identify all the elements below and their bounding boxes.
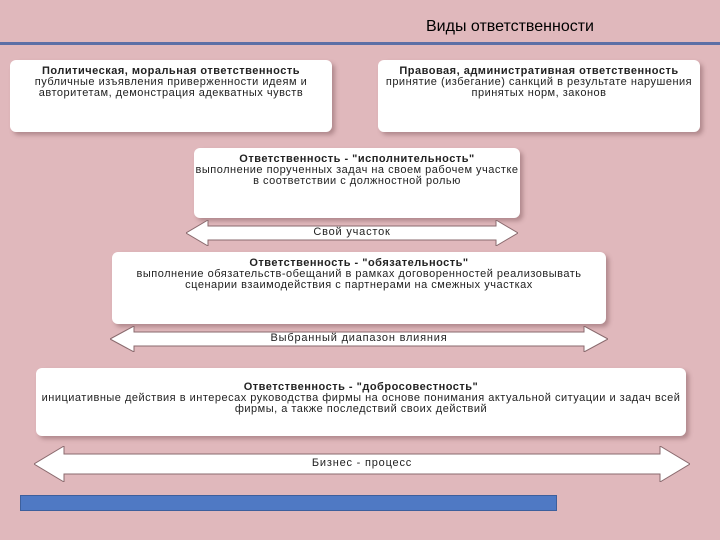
business-process-label: Бизнес - процесс	[311, 457, 413, 469]
conscientious-responsibility-box	[36, 368, 686, 436]
legal-text: принятие (избегание) санкций в результате нарушения принятых норм, законов	[385, 76, 693, 99]
own-area-arrow	[186, 220, 518, 246]
legal-responsibility-box	[378, 60, 700, 132]
legal-heading: Правовая, административная ответственность	[399, 65, 679, 77]
executive-text: выполнение порученных задач на своем рабочем участке в соответствии с должностной ролью	[195, 164, 519, 187]
bottom-accent-bar	[20, 495, 557, 511]
executive-responsibility-box	[194, 148, 520, 218]
own-area-label: Свой участок	[313, 226, 391, 238]
obligation-text: выполнение обязательств-обещаний в рамках договоренностей реализовывать сценарии взаимодействия с партнерами на смежных участках	[136, 268, 582, 291]
business-process-arrow	[34, 446, 690, 482]
influence-range-arrow	[110, 326, 608, 352]
obligation-heading: Ответственность - "обязательность"	[249, 257, 469, 269]
slide-title: Виды ответственности	[426, 18, 594, 35]
executive-heading: Ответственность - "исполнительность"	[239, 153, 475, 165]
political-responsibility-box	[10, 60, 332, 132]
conscientious-text: инициативные действия в интересах руководства фирмы на основе понимания актуальной ситуации и задач всей фирмы, а также последствий своих действий	[41, 392, 681, 415]
influence-range-label: Выбранный диапазон влияния	[270, 332, 448, 344]
political-heading: Политическая, моральная ответственность	[42, 65, 300, 77]
obligation-responsibility-box	[112, 252, 606, 324]
title-underline	[0, 42, 720, 45]
political-text: публичные изъявления приверженности идеям и авторитетам, демонстрация адекватных чувств	[34, 76, 308, 99]
conscientious-heading: Ответственность - "добросовестность"	[243, 381, 479, 393]
